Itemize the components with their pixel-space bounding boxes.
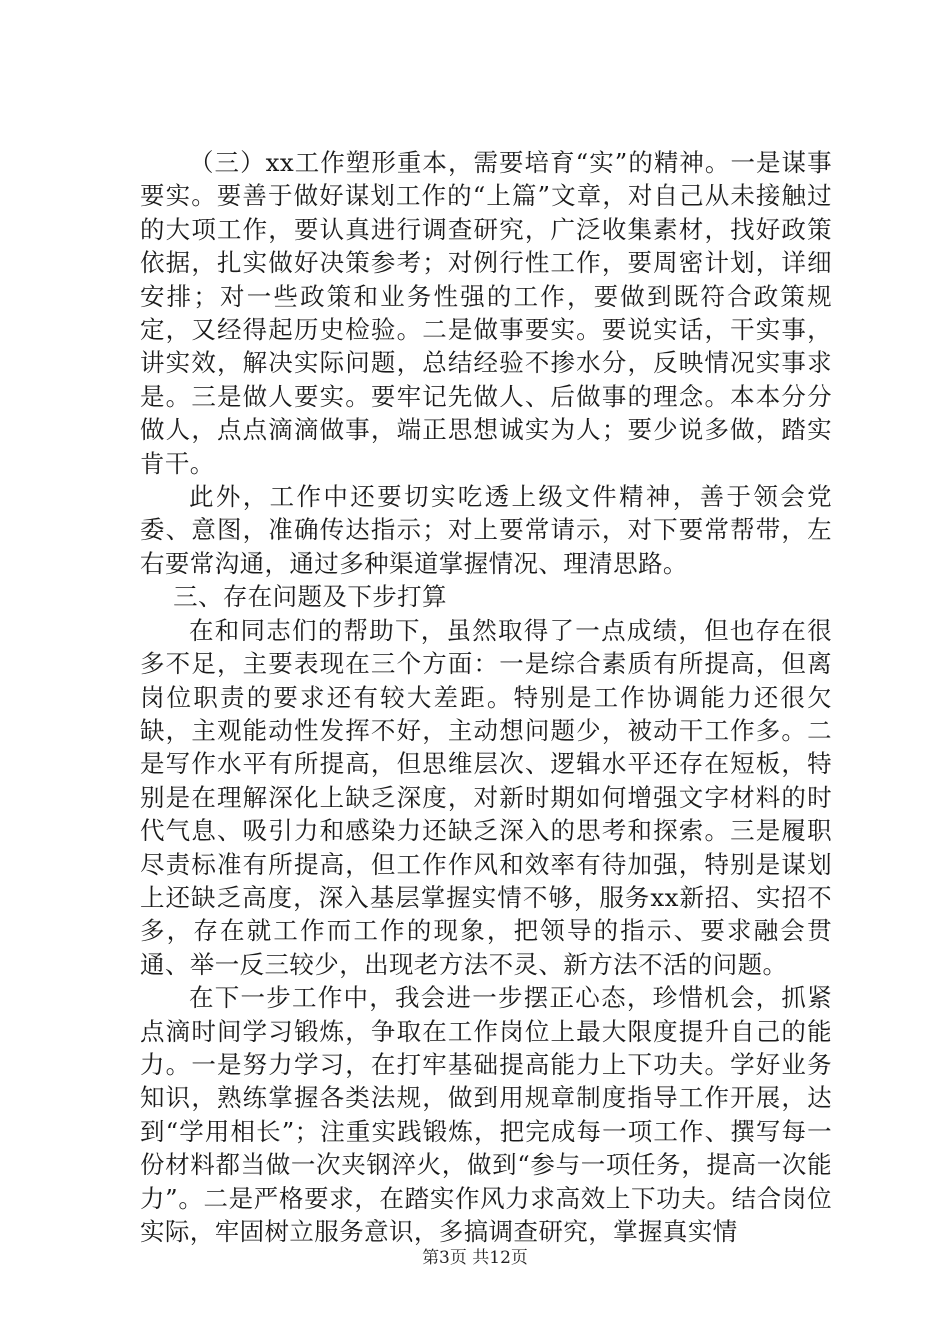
document-body (140, 146, 832, 1248)
paragraph-additionally: 此外，工作中还要切实吃透上级文件精神，善于领会党委、意图，准确传达指示；对上要常请示，对下要常帮带，左右要常沟通，通过多种渠道掌握情况、理清思路。 (140, 482, 832, 578)
paragraph-shortcomings: 在和同志们的帮助下，虽然取得了一点成绩，但也存在很多不足，主要表现在三个方面：一是综合素质有所提高，但离岗位职责的要求还有较大差距。特别是工作协调能力还很欠缺，主观能动性发挥不好，主动想问题少，被动干工作多。二是写作水平有所提高，但思维层次、逻辑水平还存在短板，特别是在理解深化上缺乏深度，对新时期如何增强文字材料的时代气息、吸引力和感染力还缺乏深入的思考和探索。三是履职尽责标准有所提高，但工作作风和效率有待加强，特别是谋划上还缺乏高度，深入基层掌握实情不够，服务xx新招、实招不多，存在就工作而工作的现象，把领导的指示、要求融会贯通、举一反三较少，出现老方法不灵、新方法不活的问题。 (140, 615, 832, 979)
paragraph-next-steps: 在下一步工作中，我会进一步摆正心态，珍惜机会，抓紧点滴时间学习锻炼，争取在工作岗位上最大限度提升自己的能力。一是努力学习，在打牢基础提高能力上下功夫。学好业务知识，熟练掌握各类法规，做到用规章制度指导工作开展，达到“学用相长”；注重实践锻炼，把完成每一项工作、撰写每一份材料都当做一次夹钢淬火，做到“参与一项任务，提高一次能力”。二是严格要求，在踏实作风力求高效上下功夫。结合岗位实际，牢固树立服务意识，多搞调查研究，掌握真实情 (140, 983, 832, 1246)
section-heading: 三、存在问题及下步打算 (173, 582, 447, 612)
paragraph-shi-spirit: （三）xx工作塑形重本，需要培育“实”的精神。一是谋事要实。要善于做好谋划工作的“上篇”文章，对自己从未接触过的大项工作，要认真进行调查研究，广泛收集素材，找好政策依据，扎实做好决策参考；对例行性工作，要周密计划，详细安排；对一些政策和业务性强的工作，要做到既符合政策规定，又经得起历史检验。二是做事要实。要说实话，干实事，讲实效，解决实际问题，总结经验不掺水分，反映情况实事求是。三是做人要实。要牢记先做人、后做事的理念。本本分分做人，点点滴滴做事，端正思想诚实为人；要少说多做，踏实肯干。 (140, 148, 832, 478)
page-footer: 第3页 共12页 (422, 1248, 528, 1268)
